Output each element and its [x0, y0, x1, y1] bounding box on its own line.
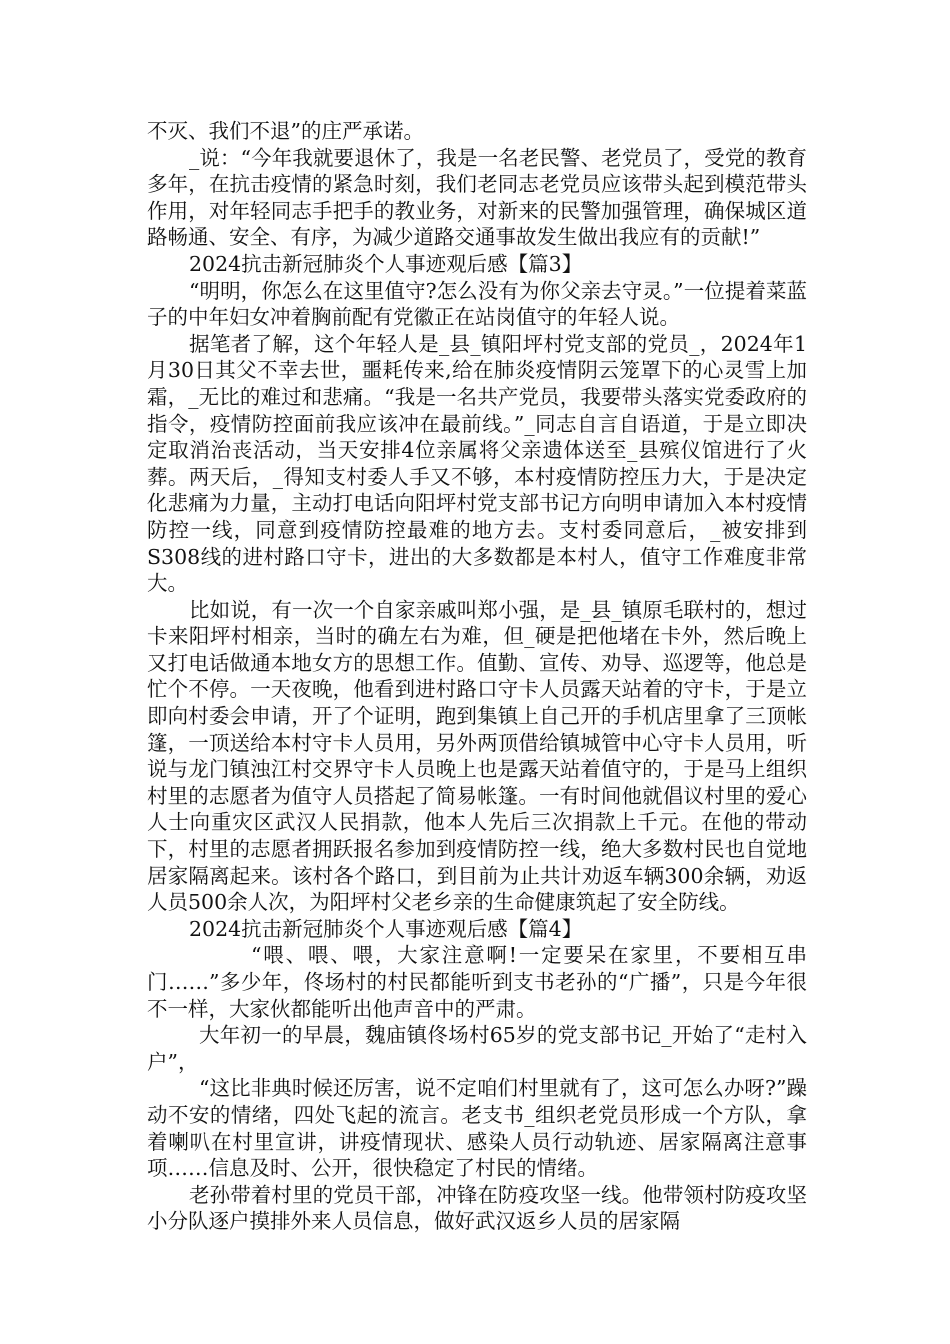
paragraph: “这比非典时候还厉害，说不定咱们村里就有了，这可怎么办呀?”躁动不安的情绪，四处飞起的流言。老支书_组织老党员形成一个方队，拿着喇叭在村里宣讲，讲疫情现状、感染人员行动轨迹、居家隔离注意事项……信息及时、公开，很快稳定了村民的情绪。 — [147, 1076, 807, 1181]
document-page — [147, 118, 807, 1235]
section-heading-3: 2024抗击新冠肺炎个人事迹观后感【篇3】 — [189, 251, 583, 276]
paragraph: _说：“今年我就要退休了，我是一名老民警、老党员了，受党的教育多年，在抗击疫情的紧急时刻，我们老同志老党员应该带头起到模范带头作用，对年轻同志手把手的教业务，对新来的民警加强管理，确保城区道路畅通、安全、有序，为减少道路交通事故发生做出我应有的贡献!” — [147, 145, 807, 250]
paragraph: 不灭、我们不退”的庄严承诺。 — [147, 119, 424, 143]
paragraph: “喂、喂、喂，大家注意啊!一定要呆在家里，不要相互串门……”多少年，佟场村的村民都能听到支书老孙的“广播”，只是今年很不一样，大家伙都能听出他声音中的严肃。 — [147, 943, 807, 1021]
paragraph: 据笔者了解，这个年轻人是_县_镇阳坪村党支部的党员_，2024年1月30日其父不幸去世，噩耗传来,给在肺炎疫情阴云笼罩下的心灵雪上加霜，_无比的难过和悲痛。“我是一名共产党员，我要带头落实党委政府的指令，疫情防控面前我应该冲在最前线。”_同志自言自语道，于是立即决定取消治丧活动，当天安排4位亲属将父亲遗体送至_县殡仪馆进行了火葬。两天后，_得知支村委人手又不够，本村疫情防控压力大，于是决定化悲痛为力量，主动打电话向阳坪村党支部书记方向明申请加入本村疫情防控一线，同意到疫情防控最难的地方去。支村委同意后，_被安排到S308线的进村路口守卡，进出的大多数都是本村人，值守工作难度非常大。 — [147, 331, 807, 596]
paragraph: 大年初一的早晨，魏庙镇佟场村65岁的党支部书记_开始了“走村入户”， — [147, 1023, 807, 1074]
paragraph: 老孙带着村里的党员干部，冲锋在防疫攻坚一线。他带领村防疫攻坚小分队逐户摸排外来人员信息，做好武汉返乡人员的居家隔 — [147, 1182, 807, 1234]
paragraph: 比如说，有一次一个自家亲戚叫郑小强，是_县_镇原毛联村的，想过卡来阳坪村相亲，当时的确左右为难，但_硬是把他堵在卡外，然后晚上又打电话做通本地女方的思想工作。值勤、宣传、劝导、巡逻等，他总是忙个不停。一天夜晚，他看到进村路口守卡人员露天站着的守卡，于是立即向村委会申请，开了个证明，跑到集镇上自己开的手机店里拿了三顶帐篷，一顶送给本村守卡人员用，另外两顶借给镇城管中心守卡人员用，听说与龙门镇浊江村交界守卡人员晚上也是露天站着值守的，于是马上组织村里的志愿者为值守人员搭起了简易帐篷。一有时间他就倡议村里的爱心人士向重灾区武汉人民捐款，他本人先后三次捐款上千元。在他的带动下，村里的志愿者拥跃报名参加到疫情防控一线，绝大多数村民也自觉地居家隔离起来。该村各个路口，到目前为止共计劝返车辆300余辆，劝返人员500余人次，为阳坪村父老乡亲的生命健康筑起了安全防线。 — [147, 597, 807, 915]
section-heading-4: 2024抗击新冠肺炎个人事迹观后感【篇4】 — [189, 916, 583, 941]
paragraph: “明明，你怎么在这里值守?怎么没有为你父亲去守灵。”一位提着菜蓝子的中年妇女冲着胸前配有党徽正在站岗值守的年轻人说。 — [147, 278, 807, 330]
